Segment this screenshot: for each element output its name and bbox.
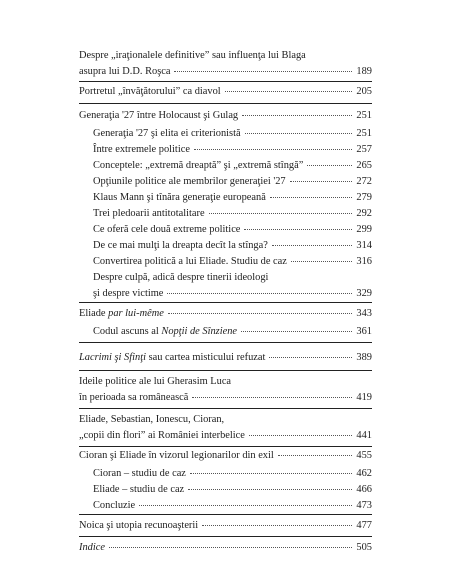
page-number: 189 — [356, 66, 372, 77]
dot-leader — [278, 455, 353, 456]
toc-subentry: De ce mai mulţi la dreapta decît la stînga? 314 — [93, 240, 372, 251]
page-number: 314 — [356, 240, 372, 251]
toc-subentry: Conceptele: „extremă dreaptă” şi „extremă stîngă” 265 — [93, 160, 372, 171]
section-divider — [79, 342, 372, 343]
page-number: 441 — [356, 430, 372, 441]
dot-leader — [190, 473, 352, 474]
section-divider — [79, 536, 372, 537]
toc-entry: în perioada sa românească 419 — [79, 392, 372, 403]
toc-subentry: Concluzie 473 — [93, 500, 372, 511]
section-divider — [79, 81, 372, 82]
toc-subentry: Codul ascuns al Nopţii de Sînziene 361 — [93, 326, 372, 337]
page-number: 455 — [356, 450, 372, 461]
dot-leader — [109, 547, 352, 548]
toc-subentry: Ce oferă cele două extreme politice 299 — [93, 224, 372, 235]
page-number: 361 — [356, 326, 372, 337]
toc-entry: Indice 505 — [79, 542, 372, 553]
toc-entry: Noica şi utopia recunoaşterii 477 — [79, 520, 372, 531]
page-number: 272 — [356, 176, 372, 187]
dot-leader — [270, 197, 353, 198]
page-number: 265 — [356, 160, 372, 171]
dot-leader — [269, 357, 352, 358]
toc-entry: asupra lui D.D. Roşca 189 — [79, 66, 372, 77]
dot-leader — [249, 435, 353, 436]
page-number: 419 — [356, 392, 372, 403]
toc-subentry: Cioran – studiu de caz 462 — [93, 468, 372, 479]
toc-entry: Eliade par lui-même 343 — [79, 308, 372, 319]
page-number: 251 — [356, 128, 372, 139]
toc-subentry: Între extremele politice 257 — [93, 144, 372, 155]
dot-leader — [241, 331, 352, 332]
dot-leader — [272, 245, 353, 246]
dot-leader — [244, 229, 352, 230]
toc-subentry: Trei pledoarii antitotalitare 292 — [93, 208, 372, 219]
toc-entry: Lacrimi şi Sfinţi sau cartea misticului refuzat 389 — [79, 352, 372, 363]
section-divider — [79, 514, 372, 515]
toc-entry-title-line: Eliade, Sebastian, Ionescu, Cioran, — [79, 414, 225, 425]
section-divider — [79, 446, 372, 447]
toc-subentry: Generaţia '27 şi elita ei criterionistă 251 — [93, 128, 372, 139]
page-number: 505 — [356, 542, 372, 553]
page-number: 466 — [356, 484, 372, 495]
toc-entry: Cioran şi Eliade în vizorul legionarilor din exil 455 — [79, 450, 372, 461]
toc-entry: Portretul „învăţătorului” ca diavol 205 — [79, 86, 372, 97]
toc-entry-title-line: Despre „iraţionalele definitive” sau influenţa lui Blaga — [79, 50, 306, 61]
dot-leader — [139, 505, 352, 506]
dot-leader — [290, 181, 353, 182]
toc-subentry-title-line: Despre culpă, adică despre tinerii ideologi — [93, 272, 269, 283]
dot-leader — [307, 165, 352, 166]
dot-leader — [245, 133, 353, 134]
page-number: 205 — [356, 86, 372, 97]
dot-leader — [174, 71, 352, 72]
dot-leader — [202, 525, 352, 526]
page-number: 462 — [356, 468, 372, 479]
dot-leader — [188, 489, 352, 490]
dot-leader — [168, 313, 353, 314]
toc-entry: „copii din flori” ai României interbelice 441 — [79, 430, 372, 441]
section-divider — [79, 103, 372, 104]
page-number: 343 — [356, 308, 372, 319]
page-number: 299 — [356, 224, 372, 235]
dot-leader — [209, 213, 353, 214]
dot-leader — [194, 149, 352, 150]
toc-subentry: şi despre victime 329 — [93, 288, 372, 299]
dot-leader — [242, 115, 352, 116]
page-number: 292 — [356, 208, 372, 219]
toc-subentry: Convertirea politică a lui Eliade. Studiu de caz 316 — [93, 256, 372, 267]
page-number: 316 — [356, 256, 372, 267]
page-number: 329 — [356, 288, 372, 299]
page-number: 251 — [356, 110, 372, 121]
section-divider — [79, 302, 372, 303]
page-number: 279 — [356, 192, 372, 203]
toc-subentry: Opţiunile politice ale membrilor generaţiei '27 272 — [93, 176, 372, 187]
dot-leader — [167, 293, 352, 294]
page-number: 477 — [356, 520, 372, 531]
page-number: 257 — [356, 144, 372, 155]
section-divider — [79, 408, 372, 409]
dot-leader — [291, 261, 353, 262]
section-divider — [79, 370, 372, 371]
toc-entry: Generaţia '27 între Holocaust şi Gulag 251 — [79, 110, 372, 121]
toc-entry-title-line: Ideile politice ale lui Gherasim Luca — [79, 376, 232, 387]
toc-subentry: Klaus Mann şi tînăra generaţie europeană 279 — [93, 192, 372, 203]
page-number: 389 — [356, 352, 372, 363]
dot-leader — [192, 397, 352, 398]
toc-subentry: Eliade – studiu de caz 466 — [93, 484, 372, 495]
dot-leader — [225, 91, 353, 92]
page-number: 473 — [356, 500, 372, 511]
